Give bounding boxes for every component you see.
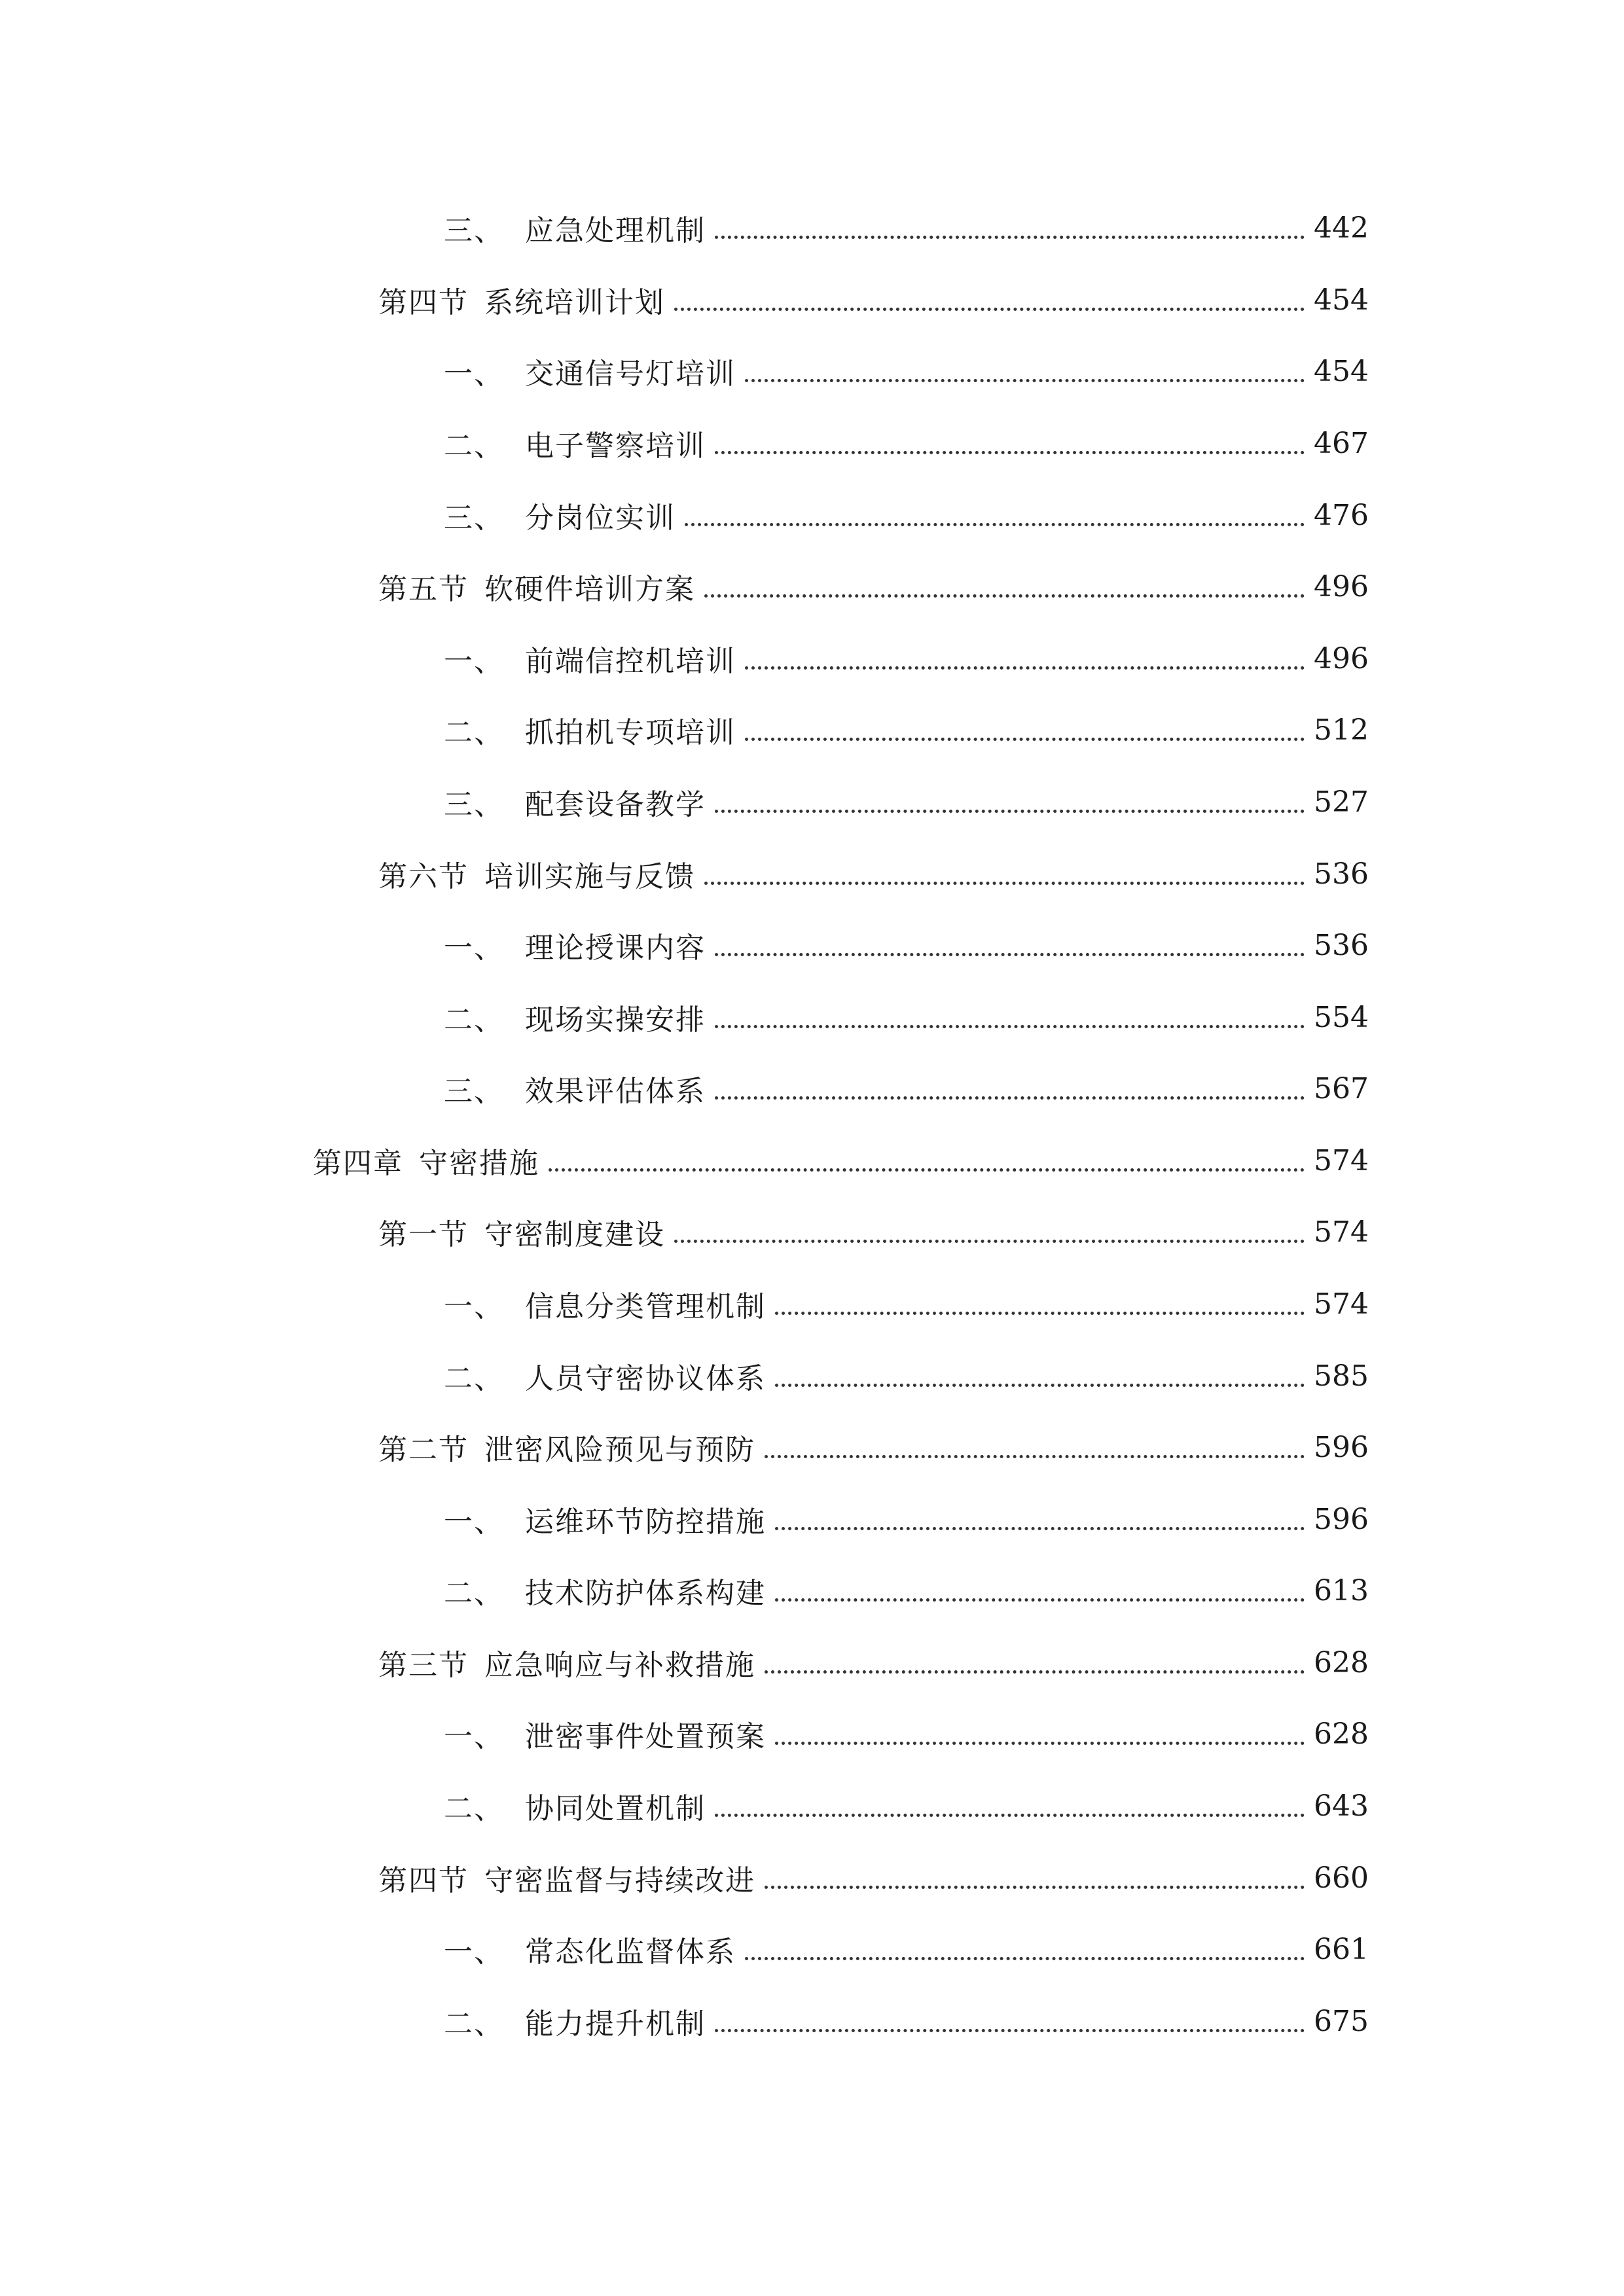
toc-entry[interactable] [444,782,1369,821]
toc-leader-dots [715,236,1305,239]
toc-leader-dots [715,810,1305,813]
toc-entry-page: 585 [1314,1359,1369,1393]
toc-entry[interactable] [444,997,1369,1037]
toc-entry[interactable] [444,1284,1369,1323]
toc-entry-number: 三、 [444,1075,504,1108]
toc-leader-dots [775,1384,1305,1387]
toc-entry-number: 一、 [444,1290,504,1323]
toc-leader-dots [674,1240,1305,1243]
toc-entry-title: 泄密事件处置预案 [525,1720,766,1753]
toc-entry[interactable] [444,1929,1369,1969]
toc-leader-dots [745,666,1305,670]
toc-entry-page: 628 [1314,1717,1369,1751]
toc-leader-dots [745,379,1305,382]
toc-entry-title: 电子警察培训 [525,429,706,463]
toc-leader-dots [549,1168,1305,1172]
toc-entry-title: 配套设备教学 [525,788,706,821]
toc-entry-title: 效果评估体系 [525,1075,706,1108]
toc-entry-page: 536 [1314,928,1369,962]
toc-entry-title: 人员守密协议体系 [525,1362,766,1395]
toc-leader-dots [775,1527,1305,1530]
toc-leader-dots [775,1598,1305,1602]
toc-entry-number: 一、 [444,357,504,391]
toc-entry-page: 554 [1314,1000,1369,1034]
toc-entry-title: 运维环节防控措施 [525,1505,766,1539]
toc-entry-page: 467 [1314,426,1369,460]
toc-leader-dots [715,1814,1305,1817]
toc-leader-dots [704,882,1305,885]
toc-entry-title: 技术防护体系构建 [525,1577,766,1610]
toc-entry[interactable] [444,1714,1369,1753]
toc-entry-number: 第一节 [378,1218,469,1251]
toc-entry-title: 交通信号灯培训 [525,357,736,391]
toc-entry-page: 574 [1314,1215,1369,1249]
toc-entry[interactable] [378,280,1369,319]
toc-entry-page: 512 [1314,713,1369,747]
toc-entry-page: 613 [1314,1573,1369,1607]
toc-entry[interactable] [444,639,1369,678]
toc-entry-title: 协同处置机制 [525,1792,706,1825]
toc-entry[interactable] [444,710,1369,749]
toc-entry-title: 守密措施 [419,1147,539,1180]
toc-entry[interactable] [444,495,1369,535]
toc-entry-number: 三、 [444,501,504,535]
toc-entry-page: 496 [1314,569,1369,603]
toc-entry-title: 前端信控机培训 [525,645,736,678]
toc-entry-number: 第四章 [313,1147,403,1180]
toc-leader-dots [775,1312,1305,1315]
toc-leader-dots [704,594,1305,598]
toc-entry-title: 能力提升机制 [525,2007,706,2041]
toc-entry-title: 理论授课内容 [525,931,706,965]
toc-entry[interactable] [444,1571,1369,1610]
toc-leader-dots [715,953,1305,956]
toc-entry-title: 系统培训计划 [484,286,665,319]
toc-entry-page: 442 [1314,211,1369,245]
toc-entry-number: 一、 [444,931,504,965]
toc-entry-page: 574 [1314,1143,1369,1177]
toc-entry-page: 643 [1314,1789,1369,1823]
toc-entry[interactable] [378,1212,1369,1251]
toc-entry-number: 二、 [444,2007,504,2041]
toc-leader-dots [765,1455,1305,1458]
toc-entry-page: 527 [1314,785,1369,819]
toc-entry[interactable] [444,1499,1369,1539]
toc-entry[interactable] [378,567,1369,606]
toc-entry[interactable] [378,1427,1369,1467]
toc-entry-number: 二、 [444,1792,504,1825]
toc-entry-page: 574 [1314,1287,1369,1321]
toc-entry-number: 二、 [444,429,504,463]
toc-leader-dots [745,738,1305,741]
toc-entry-page: 567 [1314,1071,1369,1105]
toc-leader-dots [745,1957,1305,1960]
toc-entry[interactable] [313,1141,1369,1180]
toc-leader-dots [685,523,1305,526]
toc-leader-dots [715,1025,1305,1028]
toc-entry[interactable] [444,423,1369,463]
toc-entry-title: 信息分类管理机制 [525,1290,766,1323]
toc-entry-title: 软硬件培训方案 [484,573,695,606]
toc-entry-page: 628 [1314,1645,1369,1679]
toc-entry[interactable] [378,1643,1369,1682]
toc-entry-page: 536 [1314,857,1369,891]
toc-entry-title: 守密监督与持续改进 [484,1864,755,1897]
toc-entry[interactable] [444,2001,1369,2041]
toc-entry-number: 第四节 [378,1864,469,1897]
toc-entry-number: 三、 [444,214,504,247]
toc-entry-title: 应急处理机制 [525,214,706,247]
toc-entry-number: 一、 [444,645,504,678]
toc-leader-dots [775,1742,1305,1745]
toc-leader-dots [765,1670,1305,1674]
toc-entry-page: 596 [1314,1502,1369,1536]
toc-entry-title: 常态化监督体系 [525,1935,736,1969]
toc-entry-number: 第二节 [378,1433,469,1467]
toc-entry-page: 661 [1314,1932,1369,1966]
toc-entry-page: 476 [1314,498,1369,532]
toc-entry-number: 三、 [444,788,504,821]
toc-entry-page: 596 [1314,1430,1369,1464]
toc-entry[interactable] [444,1356,1369,1395]
toc-entry-number: 第五节 [378,573,469,606]
toc-leader-dots [765,1886,1305,1889]
toc-entry[interactable] [378,1858,1369,1897]
toc-entry-number: 一、 [444,1935,504,1969]
toc-leader-dots [674,308,1305,311]
toc-entry-number: 一、 [444,1720,504,1753]
toc-leader-dots [715,1096,1305,1100]
toc-entry-number: 第三节 [378,1649,469,1682]
toc-entry-number: 二、 [444,1003,504,1037]
toc-entry-title: 抓拍机专项培训 [525,716,736,749]
toc-entry-number: 二、 [444,1362,504,1395]
toc-entry[interactable] [444,208,1369,247]
toc-entry-title: 现场实操安排 [525,1003,706,1037]
toc-entry-page: 675 [1314,2004,1369,2038]
toc-entry-number: 二、 [444,1577,504,1610]
toc-entry[interactable] [378,854,1369,893]
toc-entry-page: 454 [1314,283,1369,317]
toc-entry[interactable] [444,1069,1369,1108]
toc-entry-title: 应急响应与补救措施 [484,1649,755,1682]
toc-entry-title: 守密制度建设 [484,1218,665,1251]
toc-entry[interactable] [444,1786,1369,1825]
toc-entry-number: 第四节 [378,286,469,319]
toc-entry-title: 培训实施与反馈 [484,860,695,893]
toc-entry-number: 一、 [444,1505,504,1539]
toc-entry-page: 660 [1314,1861,1369,1895]
toc-entry-number: 二、 [444,716,504,749]
toc-entry-page: 496 [1314,641,1369,675]
toc-entry-page: 454 [1314,354,1369,388]
toc-entry-title: 泄密风险预见与预防 [484,1433,755,1467]
toc-leader-dots [715,451,1305,454]
toc-entry-number: 第六节 [378,860,469,893]
toc-leader-dots [715,2029,1305,2032]
toc-entry-title: 分岗位实训 [525,501,676,535]
toc-entry[interactable] [444,925,1369,965]
toc-entry[interactable] [444,351,1369,391]
